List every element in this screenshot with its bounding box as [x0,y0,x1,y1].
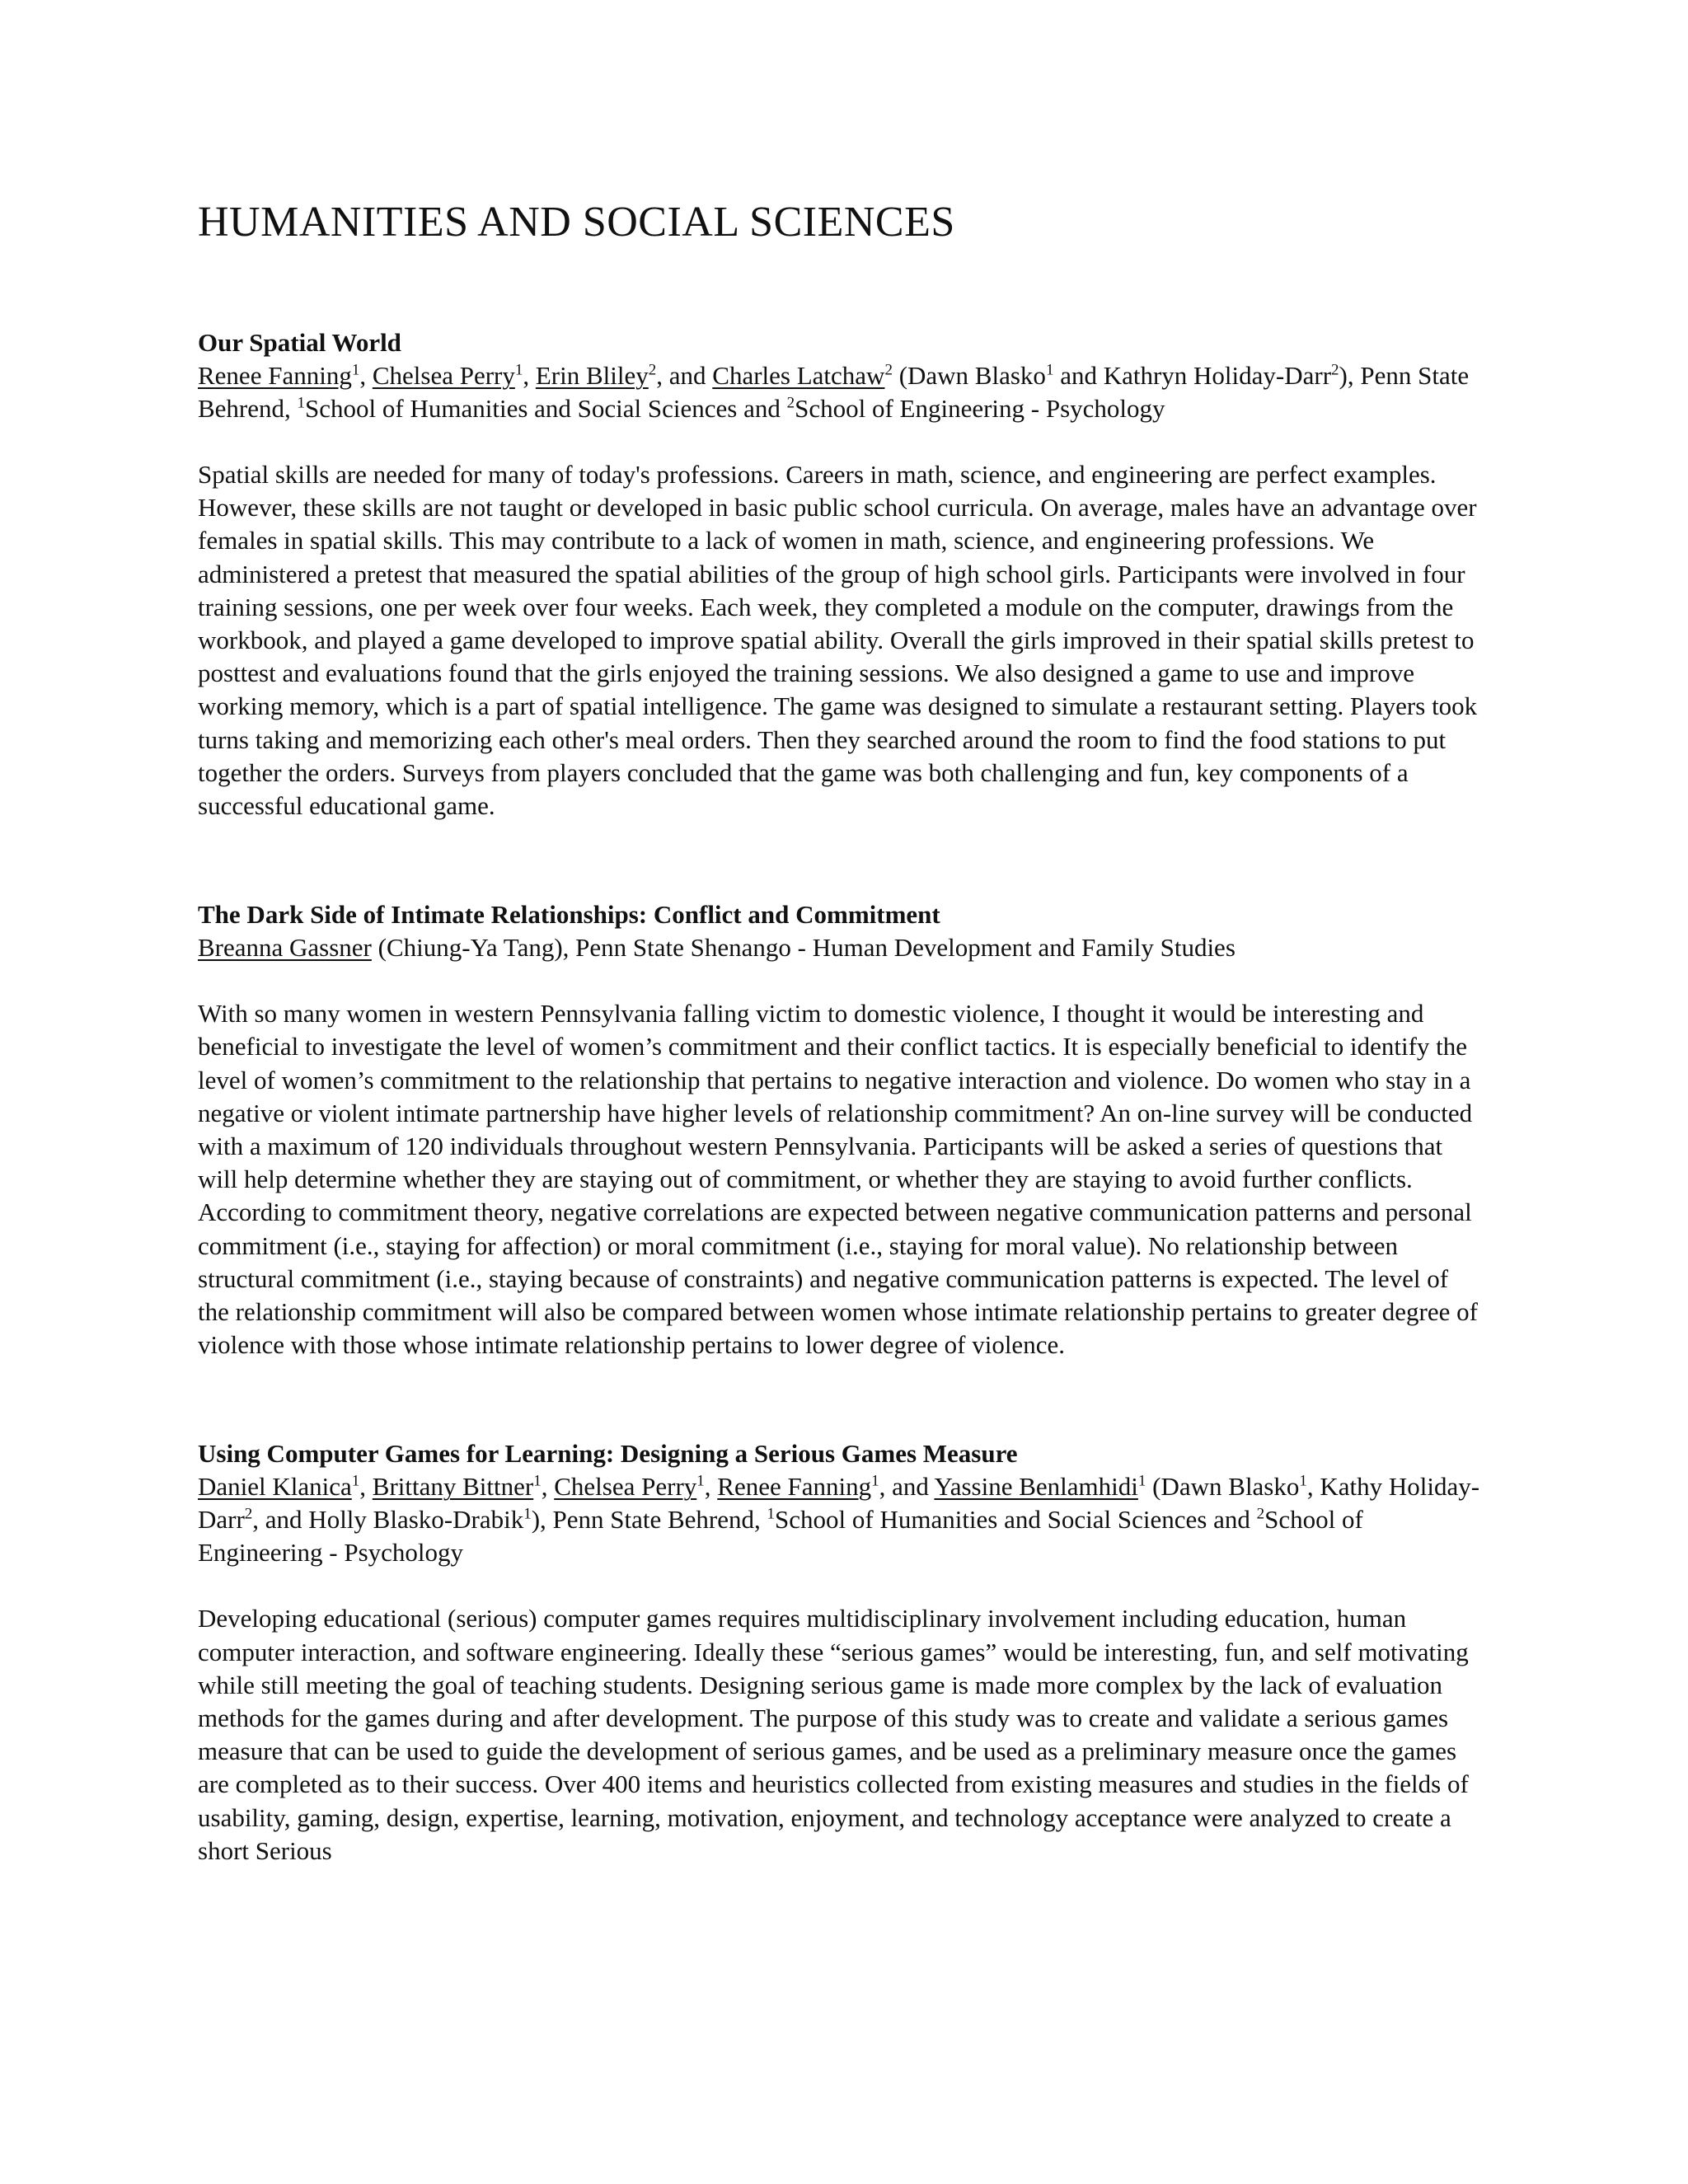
author-name: Daniel Klanica [198,1472,352,1502]
page-content [198,196,1484,1868]
author-name: Chelsea Perry [554,1472,697,1502]
affiliation-superscript: 1 [351,361,360,379]
author-name: Chelsea Perry [372,361,515,390]
abstract-body: Spatial skills are needed for many of today's professions. Careers in math, science, and engineering are perfect examples. However, these skills are not taught or developed in basic public school curricula. On average, males have an advantage over females in spatial skills. This may contribute to a lack of women in math, science, and engineering professions. We administered a pretest that measured the spatial abilities of the group of high school girls. Participants were involved in four training sessions, one per week over four weeks. Each week, they completed a module on the computer, drawings from the workbook, and played a game developed to improve spatial ability. Overall the girls improved in their spatial skills pretest to posttest and evaluations found that the girls enjoyed the training sessions. We also designed a game to use and improve working memory, which is a part of spatial intelligence. The game was designed to simulate a restaurant setting. Players took turns taking and memorizing each other's meal orders. Then they searched around the room to find the food stations to put together the orders. Surveys from players concluded that the game was both challenging and fun, key components of a successful educational game. [198,460,1478,821]
affiliation-superscript: 1 [871,1473,879,1491]
affiliation-superscript: 1 [1137,1473,1146,1491]
affiliation-superscript: 1 [533,1473,542,1491]
affiliation-superscript: 2 [244,1506,253,1524]
affiliation-superscript: 1 [351,1473,360,1491]
author-name: Renee Fanning [717,1472,872,1502]
affiliation-text: , Kathy Holiday-Darr [198,1472,1480,1535]
affiliation-superscript: 1 [1299,1473,1307,1491]
author-name: Charles Latchaw [712,361,885,390]
affiliation-text: (Chiung-Ya Tang), Penn State Shenango - Human Development and Family Studies [371,933,1236,963]
affiliation-superscript: 2 [1256,1506,1265,1524]
author-separator: , [359,361,373,390]
affiliation-text: , and Holly Blasko-Drabik [252,1505,524,1535]
affiliation-text: School of Humanities and Social Sciences and [775,1505,1257,1535]
abstract-title: Our Spatial World [198,328,401,357]
affiliation-superscript: 1 [1045,361,1054,379]
author-line [198,931,1484,964]
author-separator: , [704,1472,718,1502]
affiliation-superscript: 1 [514,361,523,379]
affiliation-text: ), Penn State Behrend, [198,361,1470,423]
affiliation-superscript: 1 [297,394,306,412]
author-name: Brittany Bittner [372,1472,534,1502]
abstract-title: Using Computer Games for Learning: Designing a Serious Games Measure [198,1439,1018,1469]
author-name: Breanna Gassner [198,933,372,963]
abstract-title: The Dark Side of Intimate Relationships: Conflict and Commitment [198,900,940,930]
abstract-body: Developing educational (serious) computer games requires multidisciplinary involvement including education, human computer interaction, and software engineering. Ideally these “serious games” would be interesting, fun, and self motivating while still meeting the goal of teaching students. Designing serious game is made more complex by the lack of evaluation methods for the games during and after development. The purpose of this study was to create and validate a serious games measure that can be used to guide the development of serious games, and be used as a preliminary measure once the games are completed as to their success. Over 400 items and heuristics collected from existing measures and studies in the fields of usability, gaming, design, expertise, learning, motivation, enjoyment, and technology acceptance were analyzed to create a short Serious [198,1604,1469,1865]
affiliation-text: and Kathryn Holiday-Darr [1053,361,1332,390]
abstract [198,1437,1484,1868]
affiliation-text: ), Penn State Behrend, [531,1505,767,1535]
affiliation-superscript: 2 [648,361,657,379]
author-separator: , [541,1472,555,1502]
author-separator: , [359,1472,373,1502]
author-name: Renee Fanning [198,361,352,390]
affiliation-text: School of Humanities and Social Sciences and [305,394,787,423]
affiliation-superscript: 1 [696,1473,705,1491]
author-line [198,359,1484,425]
affiliation-text: School of Engineering - Psychology [795,394,1165,423]
author-name: Yassine Benlamhidi [934,1472,1138,1502]
affiliation-text: (Dawn Blasko [1146,1472,1300,1502]
abstract [198,326,1484,823]
section-heading: HUMANITIES AND SOCIAL SCIENCES [198,199,955,246]
author-separator: , and [656,361,713,390]
affiliation-superscript: 2 [1331,361,1339,379]
author-name: Erin Bliley [535,361,649,390]
author-separator: , [523,361,536,390]
affiliation-superscript: 1 [523,1506,532,1524]
affiliation-superscript: 1 [767,1506,776,1524]
affiliation-text: (Dawn Blasko [892,361,1046,390]
affiliation-superscript: 2 [786,394,795,412]
author-separator: , and [879,1472,935,1502]
affiliation-text: School of Engineering - Psychology [198,1505,1363,1568]
affiliation-superscript: 2 [884,361,893,379]
author-line [198,1470,1484,1569]
abstract-body: With so many women in western Pennsylvania falling victim to domestic violence, I thought it would be interesting and beneficial to investigate the level of women’s commitment and their conflict tactics. It is especially beneficial to identify the level of women’s commitment to the relationship that pertains to negative interaction and violence. Do women who stay in a negative or violent intimate partnership have higher levels of relationship commitment? An on-line survey will be conducted with a maximum of 120 individuals throughout western Pennsylvania. Participants will be asked a series of questions that will help determine whether they are staying out of commitment, or whether they are staying to avoid further conflicts. According to commitment theory, negative correlations are expected between negative communication patterns and personal commitment (i.e., staying for affection) or moral commitment (i.e., staying for moral value). No relationship between structural commitment (i.e., staying because of constraints) and negative communication patterns is expected. The level of the relationship commitment will also be compared between women whose intimate relationship pertains to greater degree of violence with those whose intimate relationship pertains to lower degree of violence. [198,999,1478,1360]
abstract [198,898,1484,1361]
